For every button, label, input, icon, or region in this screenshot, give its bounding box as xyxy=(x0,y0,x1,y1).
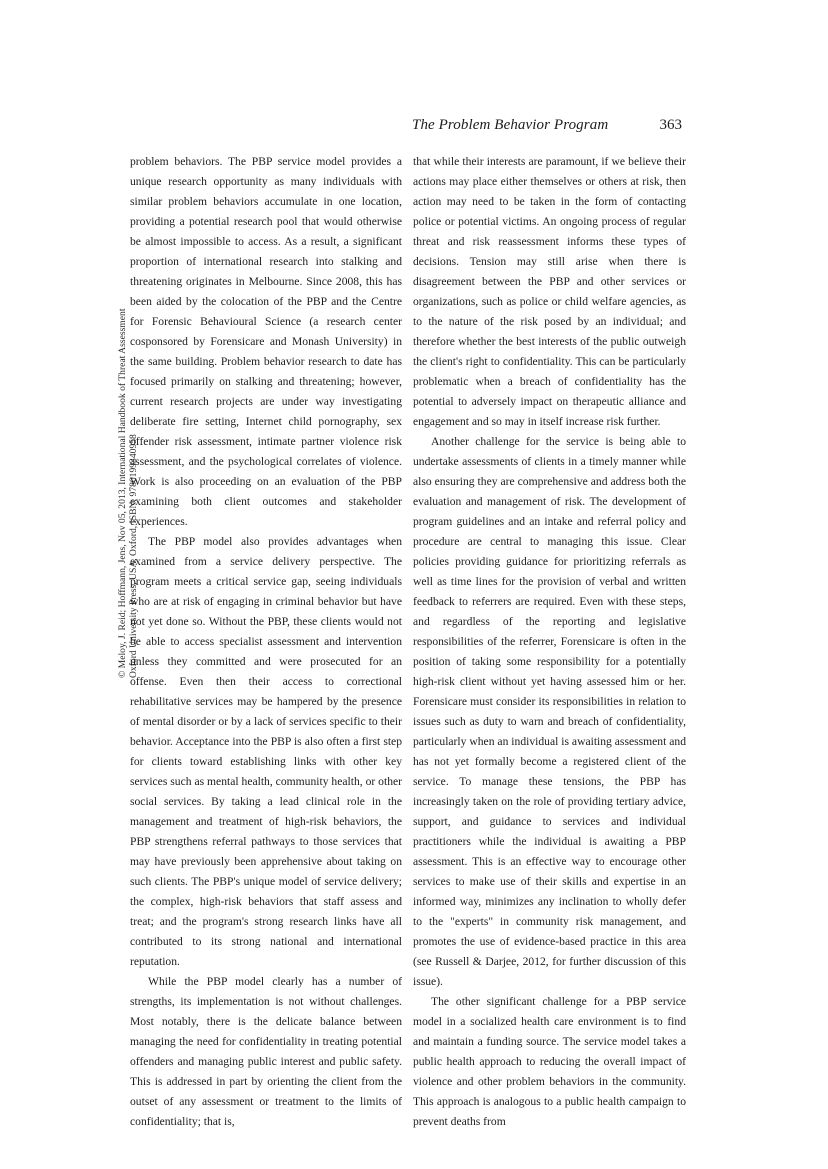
left-column xyxy=(130,152,402,1132)
copyright-line-1: © Meloy, J. Reid; Hoffmann, Jens, Nov 05, 2013, International Handbook of Threat Assessment xyxy=(117,308,128,678)
running-header xyxy=(412,117,682,139)
left-paragraph-1: problem behaviors. The PBP service model provides a unique research opportunity as many individuals with similar problem behaviors accumulate in one location, providing a potential research pool that would otherwise be almost impossible to access. As a result, a significant proportion of international research into stalking and threatening originates in Melbourne. Since 2008, this has been aided by the colocation of the PBP and the Centre for Forensic Behavioural Science (a research center cosponsored by Forensicare and Monash University) in the same building. Problem behavior research to date has focused primarily on stalking and threatening; however, current research projects are under way investigating deliberate fire setting, Internet child pornography, sex offender risk assessment, intimate partner violence risk assessment, and the psychological correlates of violence. Work is also proceeding on an evaluation of the PBP examining both client outcomes and stakeholder experiences. xyxy=(130,155,402,528)
right-paragraph-2: Another challenge for the service is being able to undertake assessments of clients in a timely manner while also ensuring they are comprehensive and address both the evaluation and management of risk. The development of program guidelines and an intake and referral policy and procedure are central to managing this issue. Clear policies providing guidance for prioritizing referrals as well as time lines for the provision of verbal and written feedback to referrers are required. Even with these steps, and regardless of the reporting and legislative responsibilities of the referrer, Forensicare is often in the position of taking some responsibility for a potentially high-risk client without yet having assessed him or her. Forensicare must consider its responsibilities in relation to issues such as duty to warn and breach of confidentiality, particularly when an individual is awaiting assessment and has not yet formally become a registered client of the service. To manage these tensions, the PBP has increasingly taken on the role of providing tertiary advice, support, and guidance to services and individual practitioners while the individual is awaiting a PBP assessment. This is an effective way to encourage other services to make use of their skills and expertise in an informed way, minimizes any inclination to wholly defer to the "experts" in community risk management, and promotes the use of evidence-based practice in this area (see Russell & Darjee, 2012, for further discussion of this issue). xyxy=(413,435,686,988)
page-number: 363 xyxy=(659,117,682,133)
right-paragraph-3: The other significant challenge for a PBP service model in a socialized health care environment is to find and maintain a funding source. The service model takes a public health approach to reducing the overall impact of violence and other problem behaviors in the community. This approach is analogous to a public health campaign to prevent deaths from xyxy=(413,995,686,1128)
left-paragraph-3: While the PBP model clearly has a number of strengths, its implementation is not without challenges. Most notably, there is the delicate balance between managing the need for confidentiality in treating potential offenders and managing public interest and public safety. This is addressed in part by orienting the client from the outset of any assessment or treatment to the limits of confidentiality; that is, xyxy=(130,975,402,1128)
copyright-line-2: Oxford University Press, USA, Oxford, ISBN: 9780199340958 xyxy=(128,434,139,678)
running-title: The Problem Behavior Program xyxy=(412,117,609,133)
right-column xyxy=(413,152,686,1132)
left-paragraph-2: The PBP model also provides advantages when examined from a service delivery perspective. The program meets a critical service gap, seeing individuals who are at risk of engaging in criminal behavior but have not yet done so. Without the PBP, these clients would not be able to access specialist assessment and intervention unless they committed and were prosecuted for an offense. Even then their access to correctional rehabilitative services may be hampered by the presence of mental disorder or by a lack of services specific to their behavior. Acceptance into the PBP is also often a first step for clients toward establishing links with other key services such as mental health, community health, or other social services. By taking a lead clinical role in the management and treatment of high-risk behaviors, the PBP strengthens referral pathways to those services that may have previously been apprehensive about taking on such clients. The PBP's unique model of service delivery; the complex, high-risk behaviors that staff assess and treat; and the program's strong research links have all contributed to its strong national and international reputation. xyxy=(130,535,402,968)
right-paragraph-1: that while their interests are paramount, if we believe their actions may place either themselves or others at risk, then action may need to be taken in the form of contacting police or potential victims. An ongoing process of regular threat and risk reassessment informs these types of decisions. Tension may still arise when there is disagreement between the PBP and other services or organizations, such as police or child welfare agencies, as to the nature of the risk posed by an individual; and therefore whether the best interests of the public outweigh the client's right to confidentiality. This can be particularly problematic when a breach of confidentiality has the potential to adversely impact on therapeutic alliance and engagement and so may in itself increase risk further. xyxy=(413,155,686,428)
